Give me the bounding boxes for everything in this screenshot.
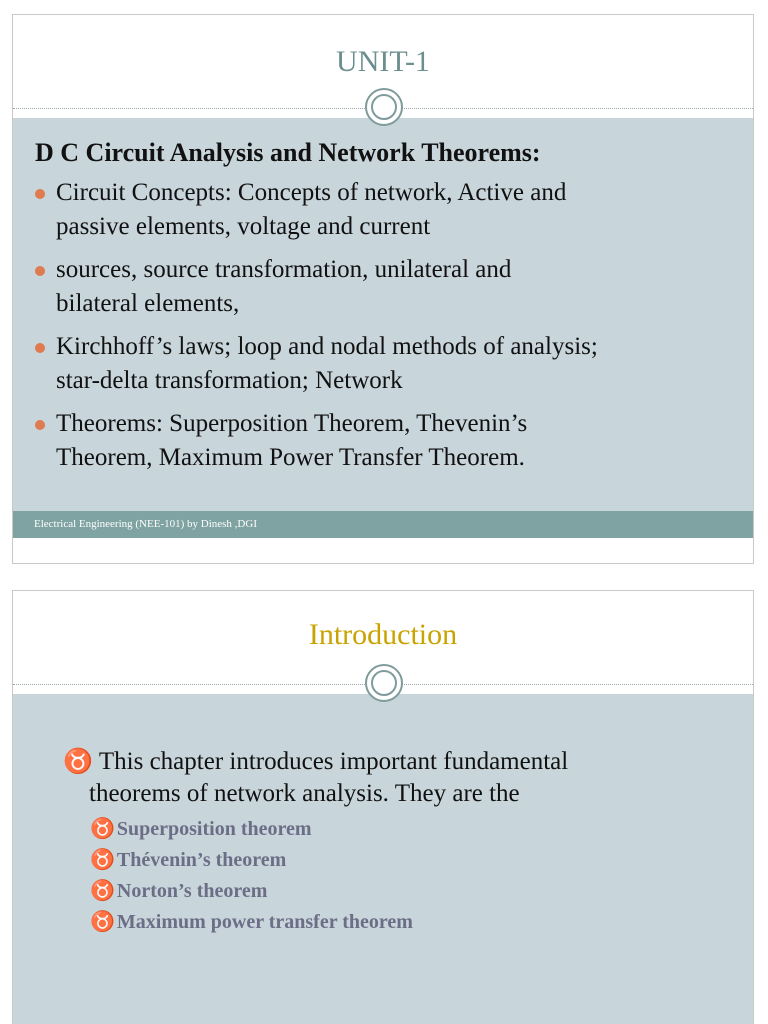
slide-title: UNIT-1 (336, 45, 430, 78)
slide-footer: Electrical Engineering (NEE-101) by Dinesh ,DGI (13, 511, 753, 538)
circle-bullet-icon (35, 189, 45, 199)
slide-heading: D C Circuit Analysis and Network Theorems: (35, 138, 541, 167)
slide-introduction (12, 590, 754, 1024)
double-ring-icon (365, 88, 403, 126)
list-item: ♉ Thévenin’s theorem (90, 849, 287, 871)
list-item: Theorems: Superposition Theorem, Thevenin’s Theorem, Maximum Power Transfer Theorem. (35, 407, 735, 475)
list-item: Circuit Concepts: Concepts of network, Active and passive elements, voltage and current (35, 176, 735, 244)
list-item: sources, source transformation, unilateral and bilateral elements, (35, 253, 735, 321)
slide-title: Introduction (308, 618, 458, 651)
list-item: ♉ Norton’s theorem (90, 880, 268, 902)
slide-body (13, 118, 753, 538)
circle-bullet-icon (35, 420, 45, 430)
slide-body (13, 694, 753, 1024)
list-item: ♉ Superposition theorem (90, 818, 312, 840)
slide-unit-1 (12, 14, 754, 564)
double-ring-icon (365, 664, 403, 702)
taurus-bullet-icon: ♉ (90, 880, 115, 902)
bullet-list (35, 176, 735, 484)
taurus-bullet-icon: ♉ (63, 749, 93, 775)
intro-paragraph: ♉ This chapter introduces important fundamental theorems of network analysis. They are the (63, 748, 569, 807)
theorem-list (90, 814, 413, 938)
list-item: ♉ Maximum power transfer theorem (90, 911, 413, 933)
circle-bullet-icon (35, 343, 45, 353)
taurus-bullet-icon: ♉ (90, 818, 115, 840)
taurus-bullet-icon: ♉ (90, 849, 115, 871)
taurus-bullet-icon: ♉ (90, 911, 115, 933)
list-item: Kirchhoff’s laws; loop and nodal methods of analysis; star-delta transformation; Network (35, 330, 735, 398)
circle-bullet-icon (35, 266, 45, 276)
